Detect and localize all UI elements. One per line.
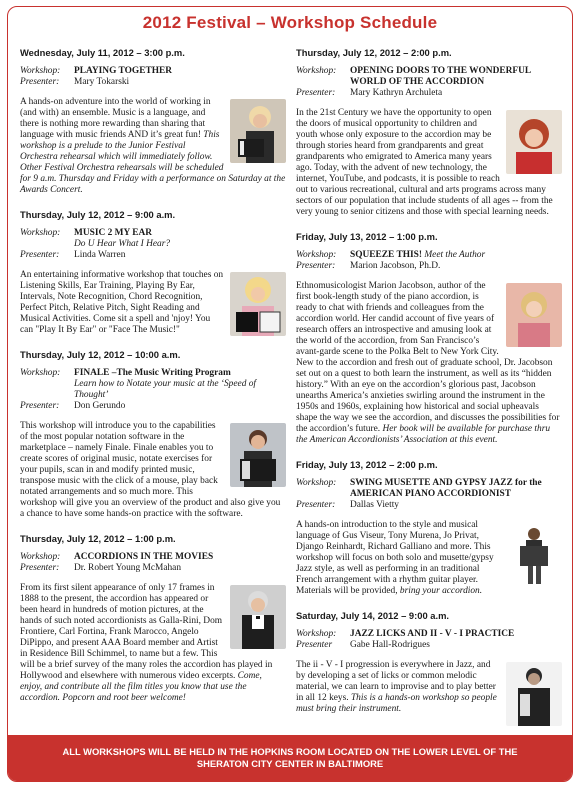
session-description: An entertaining informative workshop that touches on Listening Skills, Ear Training, Playing By Ear, Intervals, Note Recognition, Chord Recognition, Perfect Pitch, Relative Pitch, Sight Reading and Musical Activities. Come sit a spell and 'njoy! You can "Play It By Ear" or "Face The Music!" [20, 270, 224, 335]
session [296, 459, 562, 597]
session-meta [20, 368, 286, 412]
presenter-name: Linda Warren [74, 250, 126, 260]
session-description: The ii - V - I progression is everywhere in Jazz, and by developing a set of licks or common melodic material, we can learn to improvise and to play better in all 12 keys. This is a hands-on workshop so people must bring their instrument. [296, 660, 497, 714]
workshop-label: Workshop: [296, 629, 337, 639]
presenter-name: Gabe Hall-Rodrigues [350, 640, 430, 650]
workshop-schedule-page [7, 6, 573, 782]
session-meta [20, 66, 286, 88]
session-description: In the 21st Century we have the opportunity to open the doors of musical opportunity to children and youth whose only exposure to the accordion may be through stories heard from grandparents and great grandparents who emigrated to America many years ago. Today, with the advent of new technology, the internet, YouTube, and podcasts, it is possible to reach out to various recreational, cultural and arts programs across many sectors of our population that include students of all ages -- from the very young to senior citizens and those with special learning needs. [296, 108, 553, 217]
session [20, 47, 286, 196]
presenter-name: Mary Tokarski [74, 77, 130, 87]
presenter-name: Dr. Robert Young McMahan [74, 563, 182, 573]
presenter-name: Mary Kathryn Archuleta [350, 88, 443, 98]
footer-line-2: SHERATON CITY CENTER IN BALTIMORE [196, 758, 384, 769]
footer-banner [8, 735, 572, 781]
presenter-label: Presenter: [296, 88, 336, 98]
session-date: Saturday, July 14, 2012 – 9:00 a.m. [296, 610, 450, 621]
workshop-label: Workshop: [20, 66, 61, 76]
right-column [296, 47, 562, 728]
presenter-name: Don Gerundo [74, 401, 126, 411]
session [296, 231, 562, 446]
session-meta [296, 478, 562, 511]
presenter-photo [230, 423, 286, 487]
presenter-name: Dallas Vietty [350, 500, 399, 510]
session [296, 47, 562, 218]
presenter-label: Presenter [296, 640, 333, 650]
workshop-label: Workshop: [296, 66, 337, 76]
workshop-label: Workshop: [20, 368, 61, 378]
session-date: Friday, July 13, 2012 – 2:00 p.m. [296, 459, 438, 470]
workshop-label: Workshop: [296, 478, 337, 488]
session [20, 349, 286, 520]
presenter-label: Presenter: [296, 500, 336, 510]
schedule-columns [20, 47, 562, 728]
session-description: A hands-on introduction to the style and musical language of Gus Viseur, Tony Murena, Jo Privat, Django Reinhardt, Richard Galliano and more. This workshop will focus on both solo and musette/gypsy Jazz style, as well as performing in an traditional French arrangement with a rhythm guitar player. Materials will be provided, bring your accordion. [296, 520, 494, 596]
workshop-label: Workshop: [20, 552, 61, 562]
session-meta [296, 66, 562, 99]
presenter-photo [506, 522, 562, 586]
presenter-photo [230, 99, 286, 163]
session [20, 533, 286, 704]
workshop-title: FINALE –The Music Writing Program Learn how to Notate your music at the ‘Speed of Thought’ [74, 368, 257, 400]
workshop-title: JAZZ LICKS AND II - V - I PRACTICE [350, 629, 515, 639]
presenter-name: Marion Jacobson, Ph.D. [350, 261, 441, 271]
presenter-label: Presenter: [20, 77, 60, 87]
session-meta [20, 228, 286, 261]
workshop-title: SQUEEZE THIS! Meet the Author [350, 250, 486, 260]
presenter-photo [230, 272, 286, 336]
workshop-title: OPENING DOORS TO THE WONDERFUL WORLD OF THE ACCORDION [350, 66, 531, 87]
workshop-label: Workshop: [20, 228, 61, 238]
left-column [20, 47, 286, 728]
session-date: Thursday, July 12, 2012 – 2:00 p.m. [296, 47, 452, 58]
workshop-label: Workshop: [296, 250, 337, 260]
session-description: From its first silent appearance of only 17 frames in 1888 to the present, the accordion has appeared or been heard in hundreds of motion pictures, at the hands of such noted accordionists as Galla-Rini, Dom Frontiere, Carl Fortina, Frank Marocco, Angelo DiPippo, and present AAA Board member and Artist in Residence Bill Schimmel, to name but a few. This will be a brief survey of the many roles the accordion has played in Hollywood and elsewhere with numerous video excerpts. Come, enjoy, and contribute all the film titles you know that use the accordion. Popcorn and root beer welcome! [20, 583, 273, 703]
session-description: A hands-on adventure into the world of working in (and with) an ensemble. Music is a language, and there is nothing more rewarding than sharing that language with music friends AND it’s great fun! This workshop is a prelude to the Junior Festival Orchestra rehearsal which will immediately follow. Other Festival Orchestra rehearsals will be scheduled for 9 a.m. Thursday and Friday with a performance on Saturday at the Awards Concert. [20, 97, 286, 195]
session-description: Ethnomusicologist Marion Jacobson, author of the first book-length study of the piano accordion, is ready to chat with friends and colleagues from the accordion world. Her candid account of five years of research offers an introspective and amusing look at the world of the accordion, from San Francisco’s avant-garde scene to the Polka Belt to New York City. New to the accordion and fresh out of graduate school, Dr. Jacobson set out on a quest to both learn the instrument, as well as its “hidden history.” With an eye on the accordion’s glorious past, Jacobson unearths America’s anxieties swirling around the instrument in the 1950s and 1960s, explaining how historical and social upheavals shape the way we see the accordion, and discusses the possibilities for the accordion’s future. Her book will be available for purchase thru the American Accordionists’ Association at this event. [296, 281, 560, 445]
workshop-title: PLAYING TOGETHER [74, 66, 173, 76]
session [20, 209, 286, 336]
presenter-label: Presenter: [20, 250, 60, 260]
workshop-title: ACCORDIONS IN THE MOVIES [74, 552, 214, 562]
session-date: Thursday, July 12, 2012 – 1:00 p.m. [20, 533, 176, 544]
session-meta [296, 629, 562, 651]
session-description: This workshop will introduce you to the capabilities of the most popular notation software in the marketplace – namely Finale. Finale enables you to create scores of original music, notate exercises for your pupils, scan in and modify printed music, transpose music with the click of a mouse, play back notated arrangements and so much more. This workshop will give you an overview of the product and also give you a chance to have some hands-on practice with the software. [20, 421, 281, 519]
session-date: Wednesday, July 11, 2012 – 3:00 p.m. [20, 47, 185, 58]
presenter-photo [506, 110, 562, 174]
session-meta [296, 250, 562, 272]
page-title: 2012 Festival – Workshop Schedule [142, 13, 438, 32]
session-date: Friday, July 13, 2012 – 1:00 p.m. [296, 231, 438, 242]
presenter-label: Presenter: [296, 261, 336, 271]
session-date: Thursday, July 12, 2012 – 10:00 a.m. [20, 349, 181, 360]
footer-line-1: ALL WORKSHOPS WILL BE HELD IN THE HOPKINS ROOM LOCATED ON THE LOWER LEVEL OF THE [62, 746, 518, 757]
workshop-title: MUSIC 2 MY EAR Do U Hear What I Hear? [74, 228, 171, 249]
workshop-title: SWING MUSETTE AND GYPSY JAZZ for the AMERICAN PIANO ACCORDIONIST [350, 478, 542, 499]
presenter-photo [230, 585, 286, 649]
presenter-label: Presenter: [20, 563, 60, 573]
session [296, 610, 562, 715]
presenter-label: Presenter: [20, 401, 60, 411]
session-meta [20, 552, 286, 574]
presenter-photo [506, 283, 562, 347]
presenter-photo [506, 662, 562, 726]
session-date: Thursday, July 12, 2012 – 9:00 a.m. [20, 209, 176, 220]
